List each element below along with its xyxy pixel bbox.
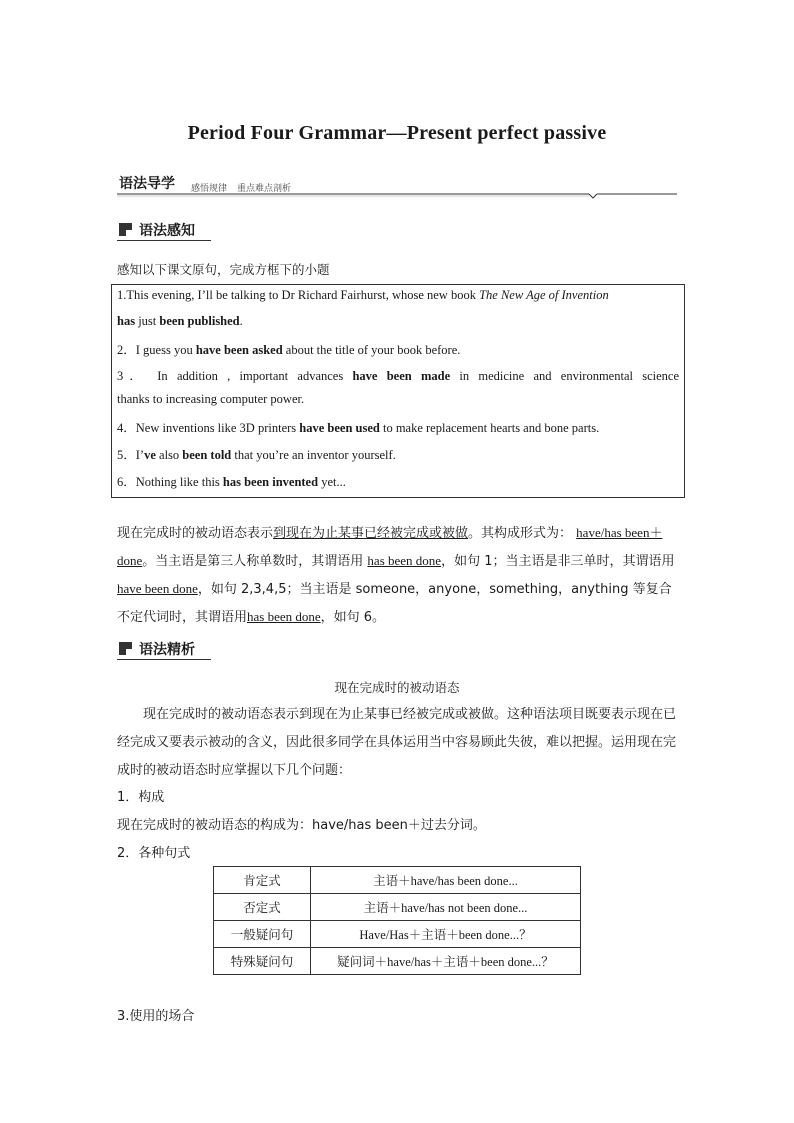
square-bullet-icon <box>119 223 132 236</box>
form-type-cell: 否定式 <box>214 894 311 921</box>
sentence-1b: has just been published. <box>117 314 243 328</box>
point-1-heading: 1．构成 <box>117 790 165 805</box>
form-structure-cell: 主语＋have/has not been done... <box>311 894 581 921</box>
table-row <box>214 921 581 948</box>
table-row <box>214 894 581 921</box>
form-structure-cell: Have/Has＋主语＋been done...？ <box>311 921 581 948</box>
sentence-2: 2．I guess you have been asked about the title of your book before. <box>117 343 461 357</box>
summary-paragraph: 现在完成时的被动语态表示到现在为止某事已经被完成或被做。其构成形式为： have/has been＋done。当主语是第三人称单数时，其谓语用 has been done，如句 1；当主语是非三单时，其谓语用 have been done，如句 2,3,4,5；当主语是 someone，anyone，something，anything 等复合不定代词时，其谓语用has been done，如句 6。 <box>117 525 675 625</box>
guide-banner <box>117 170 677 196</box>
section-heading-text: 语法感知 <box>139 223 195 239</box>
form-type-cell: 特殊疑问句 <box>214 948 311 975</box>
section-underline <box>117 240 211 241</box>
square-bullet-icon <box>119 642 132 655</box>
form-structure-cell: 主语＋have/has been done... <box>311 867 581 894</box>
page-title: Period Four Grammar—Present perfect passive <box>187 122 607 144</box>
sentence-forms-table <box>213 866 581 975</box>
banner-sub-1: 感悟规律 <box>191 184 228 194</box>
analysis-paragraph: 现在完成时的被动语态表示到现在为止某事已经被完成或被做。这种语法项目既要表示现在已经完成又要表示被动的含义，因此很多同学在具体运用当中容易顾此失彼，难以把握。运用现在完成时的被动语态时应掌握以下几个问题： <box>117 707 677 778</box>
sentence-3b: thanks to increasing computer power. <box>117 392 305 406</box>
banner-title: 语法导学 <box>119 176 175 192</box>
table-row <box>214 867 581 894</box>
sentence-1a: 1.This evening, I’ll be talking to Dr Richard Fairhurst, whose new book The New Age of Invention <box>117 288 609 302</box>
section-underline <box>117 659 211 660</box>
form-type-cell: 一般疑问句 <box>214 921 311 948</box>
section-heading-text: 语法精析 <box>139 642 195 658</box>
intro-instruction: 感知以下课文原句，完成方框下的小题 <box>117 262 330 277</box>
sentence-5: 5．I’ve also been told that you’re an inventor yourself. <box>117 448 396 462</box>
sentence-3a: 3． In addition , important advances have been made in medicine and environmental science <box>117 369 679 383</box>
banner-subtitle <box>191 181 301 194</box>
form-type-cell: 肯定式 <box>214 867 311 894</box>
form-structure-cell: 疑问词＋have/has＋主语＋been done...？ <box>311 948 581 975</box>
banner-sub-2: 重点难点剖析 <box>237 184 292 194</box>
example-sentences-box <box>111 284 685 498</box>
point-1-text: 现在完成时的被动语态的构成为：have/has been＋过去分词。 <box>117 818 486 833</box>
sentence-4: 4．New inventions like 3D printers have been used to make replacement hearts and bone parts. <box>117 421 600 435</box>
table-row <box>214 948 581 975</box>
topic-title: 现在完成时的被动语态 <box>334 680 460 695</box>
sentence-6: 6．Nothing like this has been invented yet... <box>117 475 346 489</box>
point-3-heading: 3.使用的场合 <box>117 1009 195 1024</box>
point-2-heading: 2．各种句式 <box>117 846 191 861</box>
